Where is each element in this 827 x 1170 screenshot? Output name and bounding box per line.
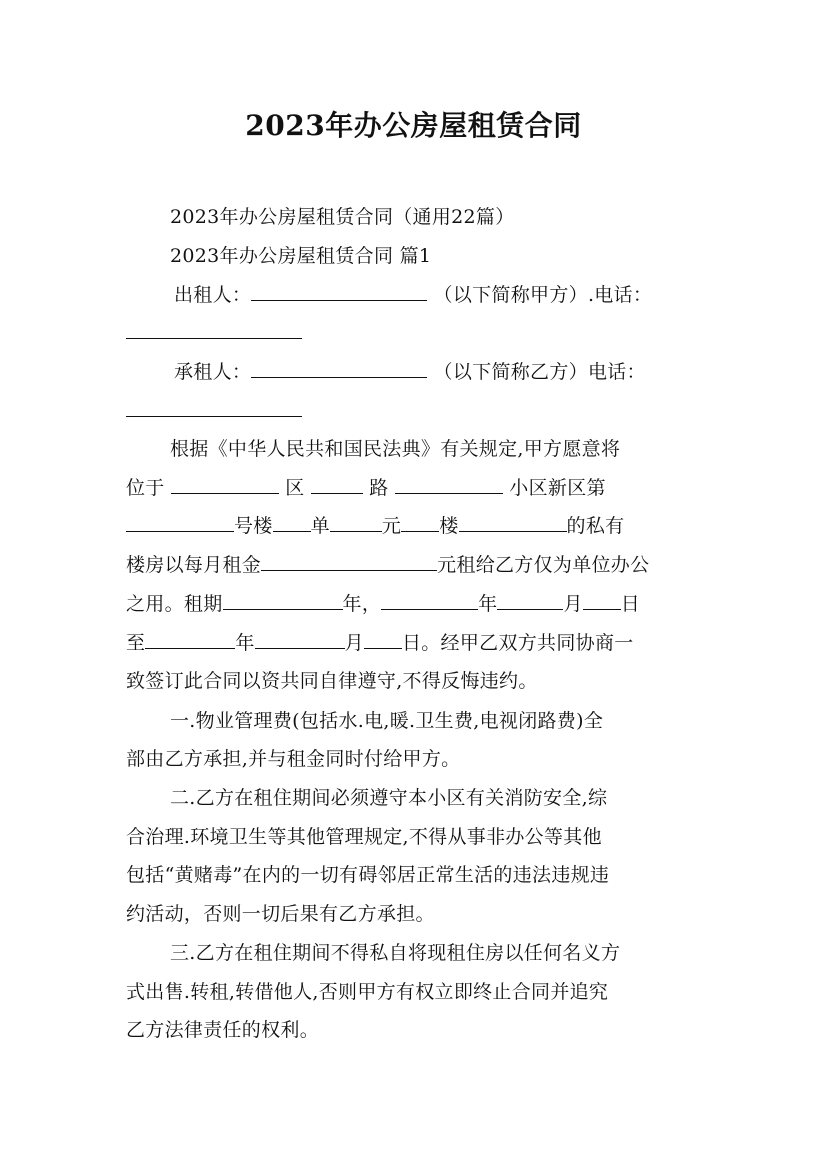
term-years-blank [223,589,343,610]
building-blank [126,511,234,532]
term-years-text: 年， [342,593,382,615]
lessor-phone-line [126,318,701,344]
district-text: 区 [285,477,305,499]
start-month-text: 月 [563,593,583,615]
to-text: 至 [126,632,146,654]
lessee-phone-blank [126,396,302,417]
community-blank [395,473,503,494]
unit-blank [273,511,311,532]
clause1-line2: 部由乙方承担,并与租金同时付给甲方。 [126,748,461,770]
para1-line6 [126,628,701,655]
start-day-blank [583,589,621,610]
unit2-text: 元 [381,515,402,537]
road-blank [311,473,363,494]
rent-text: 楼房以每月租金 [126,554,262,576]
lessee-suffix: （以下简称乙方）电话： [433,361,646,383]
unit2-blank [330,511,382,532]
para1-line1: 根据《中华人民共和国民法典》有关规定,甲方愿意将 [170,438,621,460]
floor-text: 楼 [439,515,459,537]
lessor-name-blank [251,280,427,301]
end-month-text: 月 [344,632,364,654]
para1-line3 [126,511,701,538]
lessee-line [174,357,749,384]
end-year-text: 年 [235,632,255,654]
end-day-text: 日。经甲乙双方共同协商一 [401,632,634,654]
lessee-phone-line [126,396,701,422]
start-year-text: 年 [478,593,498,615]
rent-purpose-text: 元租给乙方仅为单位办公 [437,554,650,576]
district-blank [171,473,279,494]
private-text: 的私有 [566,515,625,537]
lessee-name-blank [251,357,427,378]
end-year-blank [145,628,235,649]
para1-line2 [126,473,701,500]
road-text: 路 [369,477,389,499]
building-text: 号楼 [234,515,273,537]
lessor-label: 出租人： [174,284,252,306]
room-blank [459,511,567,532]
lessor-phone-blank [126,318,302,339]
clause2-line2: 合治理.环境卫生等其他管理规定,不得从事非办公等其他 [126,826,602,848]
lessor-line [174,280,749,307]
end-month-blank [255,628,345,649]
start-day-text: 日 [620,593,641,615]
clause2-line3: 包括“黄赌毒”在内的一切有碍邻居正常生活的违法违规违 [126,864,610,886]
start-year-blank [381,589,478,610]
clause3-line1: 三.乙方在租住期间不得私自将现租住房以任何名义方 [170,942,621,964]
para1-line4 [126,550,701,577]
clause3-line2: 式出售.转租,转借他人,否则甲方有权立即终止合同并追究 [126,981,609,1003]
lessee-label: 承租人： [174,361,252,383]
term-text: 之用。租期 [126,593,223,615]
start-month-blank [497,589,563,610]
clause3-line3: 乙方法律责任的权利。 [126,1019,320,1041]
para1-line5 [126,589,701,616]
location-text: 位于 [126,477,165,499]
lessor-suffix: （以下简称甲方）.电话： [433,284,653,306]
clause2-line1: 二.乙方在租住期间必须遵守本小区有关消防安全,综 [170,787,608,809]
section-heading: 2023年办公房屋租赁合同 篇1 [170,245,432,267]
clause2-line4: 约活动，否则一切后果有乙方承担。 [126,903,435,925]
rent-blank [261,550,437,571]
document-title: 2023年办公房屋租赁合同 [245,109,582,142]
unit-text: 单 [310,515,330,537]
clause1-line1: 一.物业管理费(包括水.电,暖.卫生费,电视闭路费)全 [170,710,604,732]
end-day-blank [364,628,402,649]
document-subtitle: 2023年办公房屋租赁合同（通用22篇） [170,206,515,228]
para1-line7: 致签订此合同以资共同自律遵守,不得反悔违约。 [126,670,538,692]
community-text: 小区新区第 [509,477,606,499]
floor-blank [401,511,439,532]
